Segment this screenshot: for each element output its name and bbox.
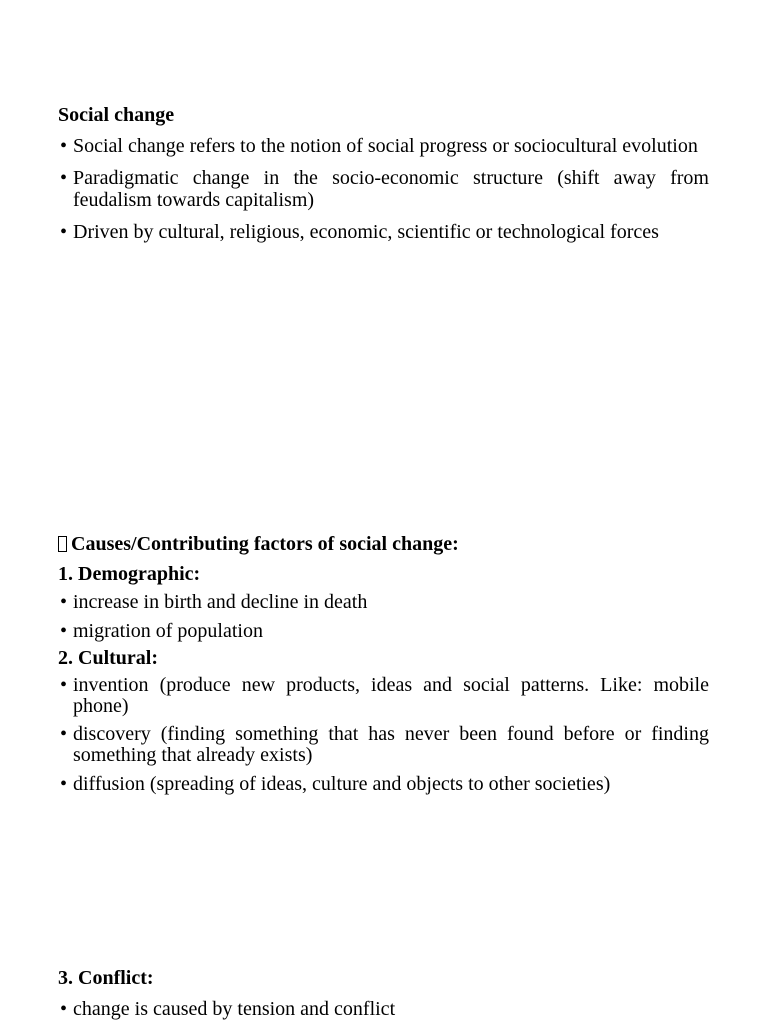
- causes-title-text: Causes/Contributing factors of social change:: [71, 533, 459, 555]
- list-item: [58, 135, 709, 157]
- demographic-heading: 1. Demographic:: [58, 563, 201, 585]
- section-social-change: [58, 103, 709, 243]
- list-item: [58, 591, 709, 613]
- list-item: [58, 773, 709, 795]
- list-item: [58, 724, 709, 766]
- causes-title: [58, 532, 709, 556]
- conflict-heading: 3. Conflict:: [58, 967, 154, 989]
- list-item: [58, 167, 709, 211]
- cultural-heading: 2. Cultural:: [58, 647, 158, 669]
- bullet-marker: •: [60, 591, 68, 613]
- list-item-text: migration of population: [73, 620, 263, 642]
- list-item-text: invention (produce new products, ideas and social patterns. Like: mobile phone): [73, 674, 709, 717]
- list-item: [58, 675, 709, 717]
- list-item-text: Paradigmatic change in the socio-economic structure (shift away from feudalism towards capitalism): [73, 167, 709, 211]
- section-title: Social change: [58, 104, 175, 126]
- cultural-list: [58, 675, 709, 795]
- list-item-text: Driven by cultural, religious, economic, scientific or technological forces: [73, 221, 659, 243]
- list-item-text: diffusion (spreading of ideas, culture and objects to other societies): [73, 773, 611, 795]
- list-item: [58, 620, 709, 642]
- bullet-marker: •: [60, 221, 68, 243]
- list-item-text: change is caused by tension and conflict: [73, 998, 396, 1020]
- list-item-text: discovery (finding something that has never been found before or finding something that already exists): [73, 723, 709, 766]
- bullet-marker: •: [60, 773, 68, 795]
- demographic-list: [58, 591, 709, 642]
- bullet-list: [58, 135, 709, 243]
- bullet-marker: •: [60, 167, 68, 189]
- bullet-marker: •: [60, 620, 68, 642]
- bullet-marker: •: [60, 135, 68, 157]
- missing-glyph-box-icon: [58, 536, 67, 552]
- section-conflict: [58, 966, 709, 1020]
- list-item-text: Social change refers to the notion of social progress or sociocultural evolution: [73, 135, 698, 157]
- list-item: [58, 221, 709, 243]
- conflict-list: [58, 998, 709, 1020]
- list-item: [58, 998, 709, 1020]
- bullet-marker: •: [60, 674, 68, 696]
- list-item-text: increase in birth and decline in death: [73, 591, 368, 613]
- bullet-marker: •: [60, 998, 68, 1020]
- bullet-marker: •: [60, 723, 68, 745]
- section-causes: [58, 532, 709, 795]
